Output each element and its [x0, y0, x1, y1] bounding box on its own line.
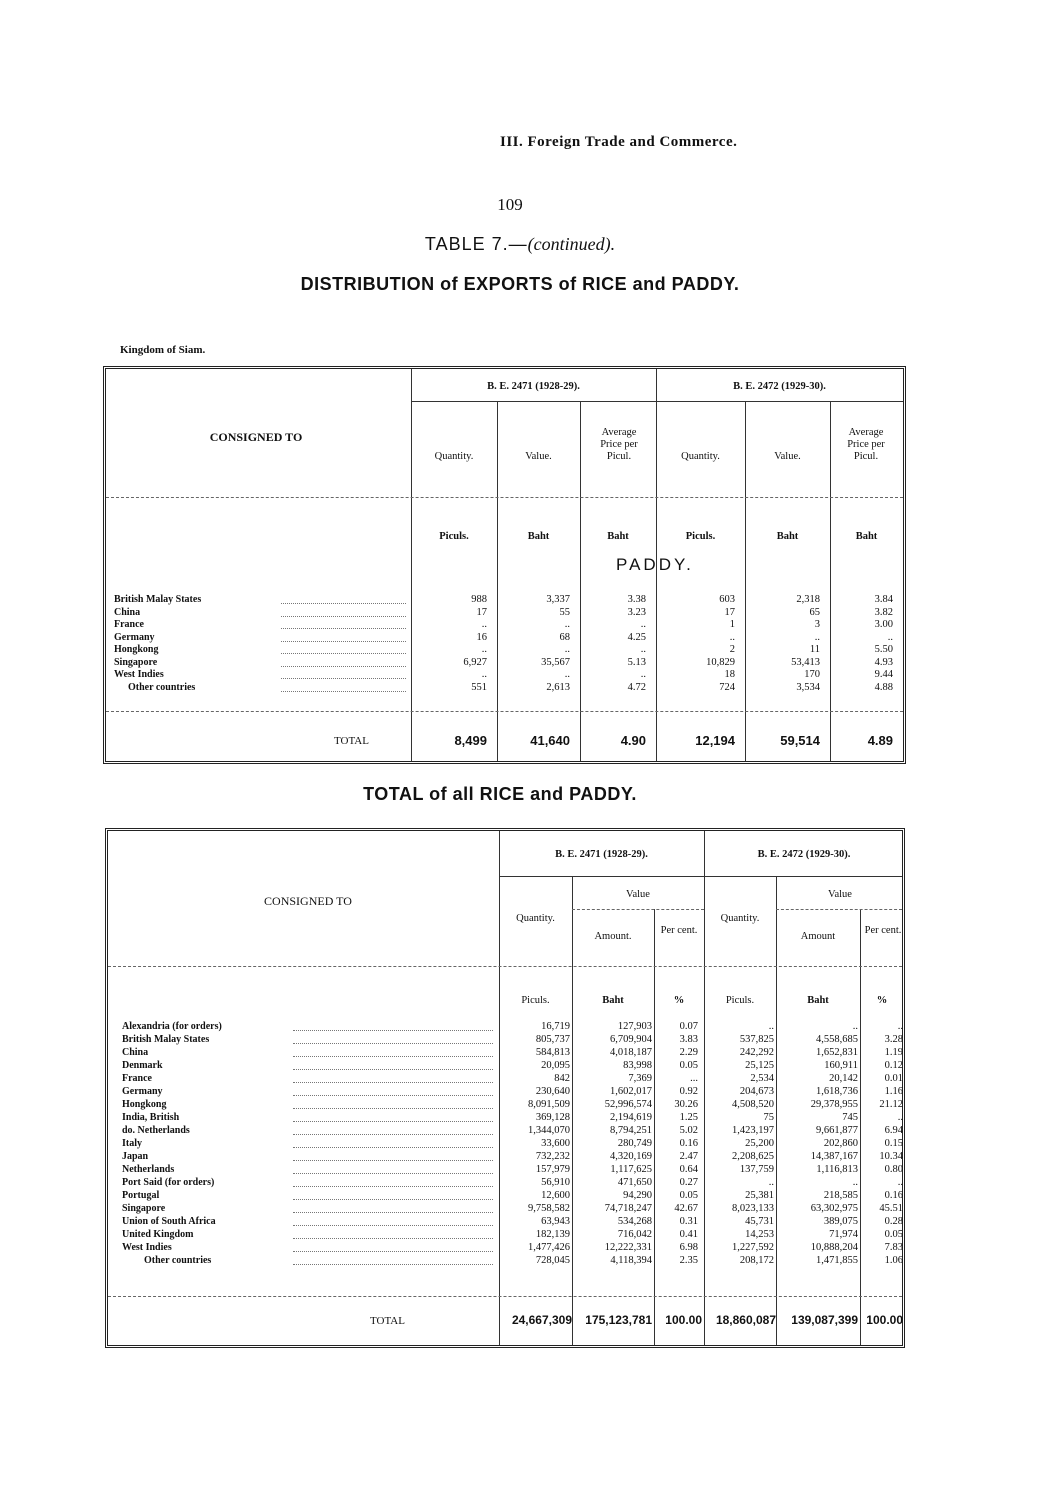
percent-cell-1: 5.02 — [679, 1125, 698, 1136]
period-header-1: B. E. 2471 (1928-29). — [487, 381, 580, 392]
quantity-header-2: Quantity. — [720, 913, 760, 924]
total-value-1: 175,123,781 — [585, 1313, 652, 1327]
amount-cell-2: 71,974 — [829, 1229, 858, 1240]
dot-leader — [281, 691, 406, 692]
dot-leader — [281, 603, 406, 604]
percent-cell-1: 0.41 — [679, 1229, 698, 1240]
country-name: Alexandria (for orders) — [122, 1021, 222, 1032]
country-name: France — [122, 1073, 152, 1084]
percent-cell-1: 0.31 — [679, 1216, 698, 1227]
total-label: TOTAL — [334, 735, 369, 747]
quantity-cell-2: 8,023,133 — [732, 1203, 774, 1214]
amount-cell-2: .. — [852, 1021, 858, 1032]
unit-baht-2: Baht — [776, 531, 799, 542]
country-name: Hongkong — [114, 644, 159, 655]
amount-cell-2: 202,860 — [823, 1138, 858, 1149]
percent-cell-2: .. — [897, 1177, 903, 1188]
country-name: China — [114, 606, 141, 618]
consigned-to-header: CONSIGNED TO — [264, 894, 352, 908]
country-name: Portugal — [122, 1190, 160, 1201]
quantity-cell-2: 75 — [763, 1112, 774, 1123]
percent-cell-1: 0.07 — [679, 1021, 698, 1032]
percent-cell-1: 0.92 — [679, 1086, 698, 1097]
unit-piculs-2: Piculs. — [685, 531, 716, 542]
percent-cell-1: 0.16 — [679, 1138, 698, 1149]
unit-piculs-2: Piculs. — [725, 995, 755, 1006]
period-header-2: B. E. 2472 (1929-30). — [757, 849, 851, 860]
unit-percent-1: % — [673, 995, 685, 1006]
value-cell-1: .. — [564, 669, 570, 680]
quantity-cell-2: 18 — [724, 669, 735, 680]
amount-cell-1: 127,903 — [617, 1021, 652, 1032]
amount-cell-1: 6,709,904 — [610, 1034, 652, 1045]
total-value-1: 41,640 — [530, 733, 570, 748]
all-rice-paddy-table — [105, 828, 905, 1348]
quantity-cell-2: 724 — [719, 681, 735, 693]
avg-price-cell-2: 4.93 — [874, 656, 893, 668]
amount-cell-2: 1,471,855 — [816, 1255, 858, 1266]
dot-leader — [293, 1108, 493, 1109]
quantity-cell-1: 842 — [554, 1073, 570, 1084]
quantity-cell-1: 182,139 — [535, 1229, 570, 1240]
percent-header-2: Per cent. — [864, 925, 902, 936]
running-head: III. Foreign Trade and Commerce. — [500, 134, 738, 150]
quantity-cell-2: 25,381 — [745, 1190, 774, 1201]
section-label-paddy: PADDY. — [616, 555, 694, 574]
quantity-cell-2: .. — [768, 1177, 774, 1188]
quantity-cell-1: 16,719 — [541, 1021, 570, 1032]
total-avg-price-1: 4.90 — [620, 733, 646, 748]
quantity-cell-1: 732,232 — [535, 1151, 570, 1162]
amount-cell-2: 14,387,167 — [810, 1151, 858, 1162]
avg-price-cell-1: 3.23 — [627, 606, 646, 618]
percent-cell-1: 30.26 — [674, 1099, 698, 1110]
unit-baht-2: Baht — [807, 995, 829, 1006]
quantity-cell-2: 1,423,197 — [732, 1125, 774, 1136]
dot-leader — [281, 666, 406, 667]
avg-price-cell-1: .. — [640, 644, 646, 655]
value-header-1: Value — [626, 889, 650, 900]
quantity-cell-1: 805,737 — [535, 1034, 570, 1045]
dot-leader — [281, 628, 406, 629]
dot-leader — [293, 1238, 493, 1239]
percent-cell-2: 0.28 — [884, 1216, 903, 1227]
value-cell-1: 68 — [559, 631, 570, 643]
divider — [776, 876, 777, 1345]
dot-leader — [281, 616, 406, 617]
percent-cell-1: 2.47 — [679, 1151, 698, 1162]
amount-cell-2: 389,075 — [823, 1216, 858, 1227]
amount-cell-1: 471,650 — [617, 1177, 652, 1188]
quantity-cell-1: 6,927 — [463, 656, 487, 668]
quantity-cell-2: 17 — [724, 606, 735, 618]
dot-leader — [293, 1147, 493, 1148]
dot-leader — [293, 1186, 493, 1187]
value-cell-1: 55 — [559, 606, 570, 618]
country-name: Other countries — [128, 681, 196, 693]
rule — [411, 401, 903, 402]
unit-baht-1: Baht — [602, 995, 624, 1006]
avg-price-cell-2: 5.50 — [874, 644, 893, 655]
country-name: Singapore — [122, 1203, 166, 1214]
value-cell-2: 3 — [814, 619, 820, 630]
amount-cell-2: 160,911 — [824, 1060, 858, 1071]
region-label: Kingdom of Siam. — [120, 344, 206, 356]
percent-header-1: Per cent. — [660, 925, 698, 936]
percent-cell-1: 42.67 — [674, 1203, 698, 1214]
divider — [411, 369, 412, 761]
country-name: India, British — [122, 1112, 180, 1123]
amount-cell-1: 8,794,251 — [610, 1125, 652, 1136]
percent-cell-2: .. — [897, 1112, 903, 1123]
quantity-cell-1: .. — [481, 644, 487, 655]
dot-leader — [293, 1160, 493, 1161]
paddy-table — [103, 366, 906, 764]
avg-price-cell-2: 3.82 — [874, 606, 893, 618]
value-header-2: Value — [828, 889, 852, 900]
quantity-cell-2: .. — [729, 631, 735, 643]
quantity-cell-2: 45,731 — [745, 1216, 774, 1227]
avg-price-cell-2: .. — [887, 631, 893, 643]
quantity-cell-1: .. — [481, 619, 487, 630]
value-cell-2: .. — [814, 631, 820, 643]
percent-cell-1: 0.64 — [679, 1164, 698, 1175]
amount-cell-1: 716,042 — [617, 1229, 652, 1240]
divider — [572, 876, 573, 1345]
percent-cell-1: 0.05 — [679, 1190, 698, 1201]
amount-cell-2: 218,585 — [823, 1190, 858, 1201]
percent-cell-2: 0.15 — [884, 1138, 903, 1149]
dot-leader — [281, 653, 406, 654]
rule — [108, 1296, 902, 1297]
divider — [580, 401, 581, 761]
dot-leader — [281, 678, 406, 679]
quantity-cell-1: 1,477,426 — [528, 1242, 570, 1253]
amount-cell-1: 94,290 — [623, 1190, 652, 1201]
amount-cell-1: 534,268 — [617, 1216, 652, 1227]
country-name: Port Said (for orders) — [122, 1177, 215, 1188]
amount-cell-2: 20,142 — [829, 1073, 858, 1084]
percent-cell-1: 2.35 — [679, 1255, 698, 1266]
value-cell-2: 2,318 — [796, 594, 820, 605]
country-name: British Malay States — [114, 594, 202, 605]
value-cell-2: 65 — [809, 606, 820, 618]
percent-cell-2: 0.16 — [884, 1190, 903, 1201]
country-name: Netherlands — [122, 1164, 175, 1175]
percent-cell-2: .. — [897, 1021, 903, 1032]
unit-baht-avg-2: Baht — [855, 531, 878, 542]
amount-cell-2: 1,652,831 — [816, 1047, 858, 1058]
dot-leader — [293, 1056, 493, 1057]
amount-cell-1: 12,222,331 — [604, 1242, 652, 1253]
country-name: Japan — [122, 1151, 149, 1162]
country-name: United Kingdom — [122, 1229, 194, 1240]
total-label: TOTAL — [370, 1315, 405, 1327]
quantity-cell-2: 4,508,520 — [732, 1099, 774, 1110]
avg-price-cell-2: 3.00 — [874, 619, 893, 630]
quantity-cell-1: 584,813 — [535, 1047, 570, 1058]
consigned-to-header: CONSIGNED TO — [209, 430, 303, 444]
value-cell-2: 3,534 — [796, 681, 820, 693]
avg-price-header-1: Average Price per Picul. — [600, 427, 638, 462]
percent-cell-2: 0.05 — [884, 1229, 903, 1240]
value-header-2: Value. — [774, 451, 801, 462]
table-heading — [0, 234, 1040, 255]
country-name: Italy — [122, 1138, 142, 1149]
quantity-cell-2: 1,227,592 — [732, 1242, 774, 1253]
percent-cell-1: ... — [690, 1073, 698, 1084]
dot-leader — [293, 1173, 493, 1174]
quantity-cell-1: 33,600 — [541, 1138, 570, 1149]
amount-cell-2: 9,661,877 — [816, 1125, 858, 1136]
amount-cell-1: 74,718,247 — [604, 1203, 652, 1214]
rule — [106, 497, 903, 498]
rule — [106, 711, 903, 712]
amount-cell-1: 4,018,187 — [610, 1047, 652, 1058]
unit-baht-1: Baht — [527, 531, 550, 542]
dot-leader — [293, 1069, 493, 1070]
country-name: Hongkong — [122, 1099, 167, 1110]
dot-leader — [293, 1199, 493, 1200]
unit-piculs-1: Piculs. — [521, 995, 550, 1006]
value-cell-1: 2,613 — [546, 681, 570, 693]
quantity-cell-2: 1 — [729, 619, 735, 630]
percent-cell-1: 6.98 — [679, 1242, 698, 1253]
quantity-cell-2: 2 — [729, 644, 735, 655]
dot-leader — [293, 1030, 493, 1031]
table-heading-main: TABLE 7.— — [424, 234, 528, 254]
percent-cell-2: 0.01 — [884, 1073, 903, 1084]
country-name: China — [122, 1047, 149, 1058]
avg-price-cell-1: .. — [640, 669, 646, 680]
quantity-cell-2: 603 — [719, 594, 735, 605]
quantity-cell-2: 2,208,625 — [732, 1151, 774, 1162]
percent-cell-2: 3.28 — [884, 1034, 903, 1045]
amount-cell-1: 83,998 — [623, 1060, 652, 1071]
unit-piculs-1: Piculs. — [439, 531, 469, 542]
value-cell-1: 3,337 — [546, 594, 570, 605]
quantity-header-1: Quantity. — [434, 451, 474, 462]
quantity-cell-2: 10,829 — [706, 656, 735, 668]
dot-leader — [293, 1121, 493, 1122]
value-cell-1: 35,567 — [541, 656, 570, 668]
avg-price-cell-1: 3.38 — [627, 594, 646, 605]
total-avg-price-2: 4.89 — [867, 733, 893, 748]
avg-price-cell-2: 9.44 — [874, 669, 893, 680]
rule — [776, 909, 902, 910]
amount-cell-2: 29,378,955 — [810, 1099, 858, 1110]
quantity-cell-1: 9,758,582 — [528, 1203, 570, 1214]
total-percent-2: 100.00 — [866, 1313, 903, 1327]
country-name: Germany — [122, 1086, 163, 1097]
quantity-cell-1: 56,910 — [541, 1177, 570, 1188]
total-percent-1: 100.00 — [665, 1313, 702, 1327]
value-cell-1: .. — [564, 644, 570, 655]
quantity-cell-1: 20,095 — [541, 1060, 570, 1071]
amount-cell-1: 1,117,625 — [610, 1164, 652, 1175]
amount-cell-1: 1,602,017 — [610, 1086, 652, 1097]
total-value-2: 59,514 — [780, 733, 820, 748]
unit-baht-avg-1: Baht — [607, 531, 629, 542]
country-name: Germany — [114, 631, 155, 643]
amount-cell-2: 10,888,204 — [810, 1242, 858, 1253]
avg-price-cell-2: 3.84 — [874, 594, 893, 605]
percent-cell-2: 7.83 — [884, 1242, 903, 1253]
amount-cell-2: 63,302,975 — [810, 1203, 858, 1214]
quantity-cell-2: 14,253 — [745, 1229, 774, 1240]
rule — [572, 909, 704, 910]
amount-cell-2: 745 — [842, 1112, 858, 1123]
quantity-cell-2: 25,125 — [745, 1060, 774, 1071]
period-header-1: B. E. 2471 (1928-29). — [555, 849, 648, 860]
total-quantity-1: 8,499 — [454, 733, 487, 748]
divider — [830, 401, 831, 761]
percent-cell-1: 0.27 — [679, 1177, 698, 1188]
amount-cell-2: 1,116,813 — [816, 1164, 858, 1175]
dot-leader — [293, 1264, 493, 1265]
quantity-cell-2: 242,292 — [739, 1047, 774, 1058]
quantity-cell-1: 157,979 — [535, 1164, 570, 1175]
dot-leader — [293, 1134, 493, 1135]
percent-cell-1: 0.05 — [679, 1060, 698, 1071]
quantity-header-1: Quantity. — [516, 913, 555, 924]
quantity-cell-1: 8,091,509 — [528, 1099, 570, 1110]
table-heading-suffix: (continued). — [527, 234, 616, 254]
avg-price-cell-1: 5.13 — [627, 656, 646, 668]
country-name: British Malay States — [122, 1034, 210, 1045]
percent-cell-2: 10.34 — [879, 1151, 903, 1162]
percent-cell-2: 1.19 — [884, 1047, 903, 1058]
avg-price-cell-1: 4.72 — [627, 681, 646, 693]
amount-header-2: Amount — [800, 931, 836, 942]
period-header-2: B. E. 2472 (1929-30). — [733, 381, 826, 392]
quantity-cell-1: 551 — [471, 681, 487, 693]
total-quantity-1: 24,667,309 — [511, 1313, 572, 1327]
unit-percent-2: % — [876, 995, 888, 1006]
dot-leader — [293, 1251, 493, 1252]
value-cell-1: .. — [564, 619, 570, 630]
percent-cell-2: 0.80 — [884, 1164, 903, 1175]
percent-cell-2: 1.06 — [884, 1255, 903, 1266]
percent-cell-2: 45.51 — [879, 1203, 903, 1214]
avg-price-cell-1: 4.25 — [627, 631, 646, 643]
quantity-cell-2: .. — [768, 1021, 774, 1032]
rule — [499, 876, 902, 877]
quantity-cell-2: 137,759 — [739, 1164, 774, 1175]
total-quantity-2: 18,860,087 — [715, 1313, 776, 1327]
percent-cell-1: 3.83 — [679, 1034, 698, 1045]
quantity-cell-1: 369,128 — [535, 1112, 570, 1123]
country-name: Other countries — [144, 1255, 212, 1266]
quantity-cell-2: 208,172 — [739, 1255, 774, 1266]
country-name: Union of South Africa — [122, 1216, 216, 1227]
rule — [108, 966, 902, 967]
percent-cell-1: 1.25 — [679, 1112, 698, 1123]
quantity-cell-2: 2,534 — [750, 1073, 774, 1084]
country-name: Denmark — [122, 1060, 163, 1071]
country-name: France — [114, 619, 144, 630]
percent-cell-2: 6.94 — [884, 1125, 903, 1136]
percent-cell-2: 0.12 — [884, 1060, 903, 1071]
amount-cell-2: 4,558,685 — [816, 1034, 858, 1045]
dot-leader — [293, 1082, 493, 1083]
avg-price-cell-1: .. — [640, 619, 646, 630]
amount-cell-1: 2,194,619 — [610, 1112, 652, 1123]
amount-cell-2: 1,618,736 — [816, 1086, 858, 1097]
quantity-cell-1: .. — [481, 669, 487, 680]
amount-cell-1: 4,320,169 — [610, 1151, 652, 1162]
quantity-cell-1: 63,943 — [541, 1216, 570, 1227]
avg-price-header-2: Average Price per Picul. — [847, 427, 885, 462]
quantity-cell-1: 728,045 — [535, 1255, 570, 1266]
percent-cell-1: 2.29 — [679, 1047, 698, 1058]
quantity-cell-2: 537,825 — [739, 1034, 774, 1045]
amount-cell-1: 52,996,574 — [604, 1099, 652, 1110]
dot-leader — [293, 1095, 493, 1096]
quantity-cell-1: 1,344,070 — [528, 1125, 570, 1136]
dot-leader — [293, 1212, 493, 1213]
value-header-1: Value. — [525, 451, 552, 462]
dot-leader — [293, 1225, 493, 1226]
quantity-cell-1: 988 — [471, 594, 487, 605]
paddy-table-title: DISTRIBUTION of EXPORTS of RICE and PADDY. — [300, 274, 740, 294]
value-cell-2: 53,413 — [791, 656, 820, 668]
dot-leader — [293, 1043, 493, 1044]
amount-cell-1: 4,118,394 — [610, 1255, 652, 1266]
dot-leader — [281, 641, 406, 642]
country-name: Singapore — [114, 656, 158, 668]
value-cell-2: 170 — [804, 669, 820, 680]
percent-cell-2: 21.12 — [879, 1099, 903, 1110]
quantity-cell-1: 230,640 — [535, 1086, 570, 1097]
total-quantity-2: 12,194 — [695, 733, 735, 748]
all-rice-paddy-title: TOTAL of all RICE and PADDY. — [363, 784, 637, 804]
total-value-2: 139,087,399 — [791, 1313, 858, 1327]
country-name: do. Netherlands — [122, 1125, 190, 1136]
quantity-cell-2: 25,200 — [745, 1138, 774, 1149]
country-name: West Indies — [114, 669, 164, 680]
amount-header-1: Amount. — [594, 931, 632, 942]
quantity-cell-1: 16 — [476, 631, 487, 643]
amount-cell-1: 280,749 — [617, 1138, 652, 1149]
percent-cell-2: 1.16 — [884, 1086, 903, 1097]
amount-cell-2: .. — [852, 1177, 858, 1188]
avg-price-cell-2: 4.88 — [874, 681, 893, 693]
quantity-header-2: Quantity. — [681, 451, 720, 462]
amount-cell-1: 7,369 — [628, 1073, 652, 1084]
quantity-cell-2: 204,673 — [739, 1086, 774, 1097]
quantity-cell-1: 17 — [476, 606, 487, 618]
quantity-cell-1: 12,600 — [541, 1190, 570, 1201]
page-number: 109 — [497, 195, 523, 214]
country-name: West Indies — [122, 1242, 172, 1253]
value-cell-2: 11 — [809, 644, 820, 655]
